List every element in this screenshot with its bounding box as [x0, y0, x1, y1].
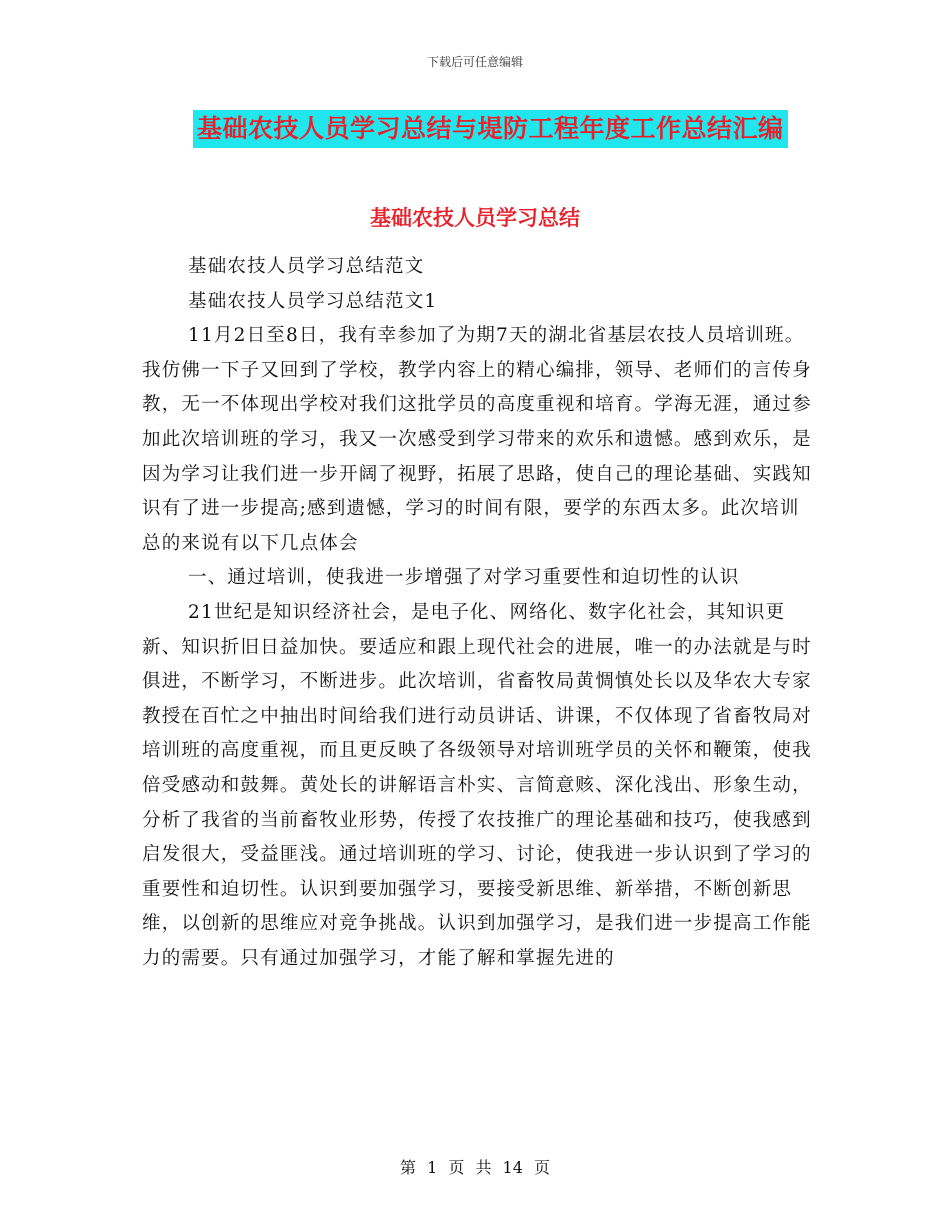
paragraph-body: 21世纪是知识经济社会，是电子化、网络化、数字化社会，其知识更新、知识折旧日益加快。要适应和跟上现代社会的进展，唯一的办法就是与时俱进，不断学习，不断进步。此次培训，省畜牧局黄惆慎处长以及华农大专家教授在百忙之中抽出时间给我们进行动员讲话、讲课，不仅体现了省畜牧局对培训班的高度重视，而且更反映了各级领导对培训班学员的关怀和鞭策，使我倍受感动和鼓舞。黄处长的讲解语言朴实、言简意赅、深化浅出、形象生动，分析了我省的当前畜牧业形势，传授了农技推广的理论基础和技巧，使我感到启发很大，受益匪浅。通过培训班的学习、讨论，使我进一步认识到了学习的重要性和迫切性。认识到要加强学习，要接受新思维、新举措，不断创新思维，以创新的思维应对竞争挑战。认识到加强学习，是我们进一步提高工作能力的需要。只有通过加强学习，才能了解和掌握先进的: [142, 601, 812, 969]
paragraph-heading-1: 基础农技人员学习总结范文: [188, 256, 425, 277]
sub-title: 基础农技人员学习总结: [370, 205, 580, 230]
main-title: 基础农技人员学习总结与堤防工程年度工作总结汇编: [193, 110, 788, 148]
body-text: [142, 250, 812, 976]
paragraph-intro: 11月2日至8日，我有幸参加了为期7天的湖北省基层农技人员培训班。我仿佛一下子又回到了学校，教学内容上的精心编排，领导、老师们的言传身教，无一不体现出学校对我们这批学员的高度重视和培育。学海无涯，通过参加此次培训班的学习，我又一次感受到学习带来的欢乐和遗憾。感到欢乐，是因为学习让我们进一步开阔了视野，拓展了思路，使自己的理论基础、实践知识有了进一步提高;感到遗憾，学习的时间有限，要学的东西太多。此次培训总的来说有以下几点体会: [142, 325, 812, 554]
header-note: 下载后可任意编辑: [426, 55, 523, 69]
section-heading: 一、通过培训，使我进一步增强了对学习重要性和迫切性的认识: [188, 567, 740, 589]
page-footer: 第 1 页 共 14 页: [400, 1158, 550, 1177]
paragraph-heading-2: 基础农技人员学习总结范文1: [188, 290, 438, 312]
